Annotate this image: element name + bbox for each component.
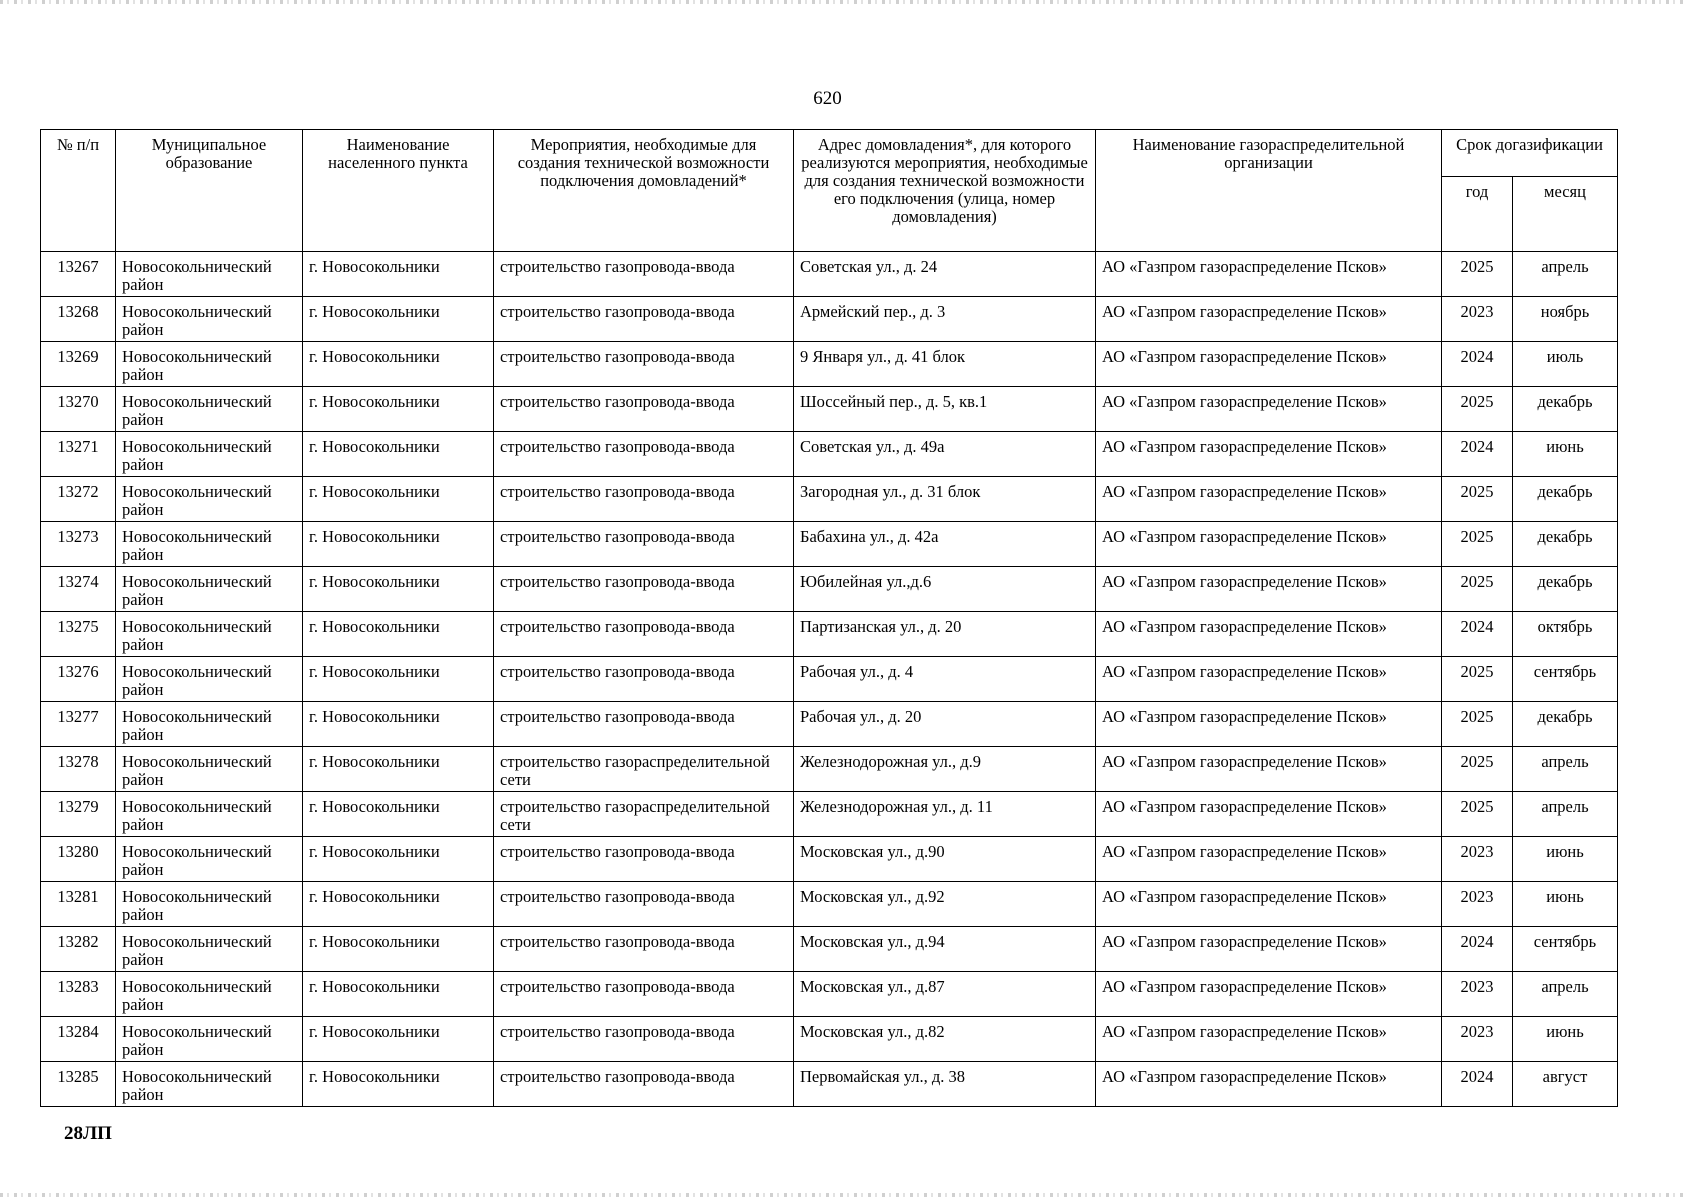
table-row <box>41 657 1618 702</box>
cell-organization: АО «Газпром газораспределение Псков» <box>1096 477 1442 522</box>
header-municipality: Муниципальное образование <box>116 130 303 252</box>
table-row <box>41 432 1618 477</box>
cell-month: сентябрь <box>1513 927 1618 972</box>
cell-measures: строительство газопровода-ввода <box>494 927 794 972</box>
cell-address: Шоссейный пер., д. 5, кв.1 <box>794 387 1096 432</box>
table-row <box>41 252 1618 297</box>
cell-settlement: г. Новосокольники <box>303 612 494 657</box>
cell-settlement: г. Новосокольники <box>303 657 494 702</box>
cell-measures: строительство газопровода-ввода <box>494 342 794 387</box>
table-row <box>41 1062 1618 1107</box>
cell-measures: строительство газопровода-ввода <box>494 1017 794 1062</box>
cell-organization: АО «Газпром газораспределение Псков» <box>1096 927 1442 972</box>
cell-address: Рабочая ул., д. 4 <box>794 657 1096 702</box>
cell-year: 2023 <box>1442 297 1513 342</box>
cell-municipality: Новосокольнический район <box>116 1017 303 1062</box>
cell-measures: строительство газопровода-ввода <box>494 432 794 477</box>
table-row <box>41 387 1618 432</box>
cell-settlement: г. Новосокольники <box>303 792 494 837</box>
table-row <box>41 702 1618 747</box>
cell-num: 13278 <box>41 747 116 792</box>
cell-organization: АО «Газпром газораспределение Псков» <box>1096 252 1442 297</box>
cell-settlement: г. Новосокольники <box>303 477 494 522</box>
cell-organization: АО «Газпром газораспределение Псков» <box>1096 792 1442 837</box>
cell-address: Советская ул., д. 49а <box>794 432 1096 477</box>
cell-municipality: Новосокольнический район <box>116 792 303 837</box>
cell-municipality: Новосокольнический район <box>116 522 303 567</box>
cell-num: 13271 <box>41 432 116 477</box>
cell-address: Партизанская ул., д. 20 <box>794 612 1096 657</box>
cell-measures: строительство газопровода-ввода <box>494 297 794 342</box>
page-number: 620 <box>813 88 842 109</box>
cell-settlement: г. Новосокольники <box>303 882 494 927</box>
cell-measures: строительство газопровода-ввода <box>494 522 794 567</box>
cell-address: Первомайская ул., д. 38 <box>794 1062 1096 1107</box>
cell-measures: строительство газопровода-ввода <box>494 477 794 522</box>
cell-settlement: г. Новосокольники <box>303 972 494 1017</box>
cell-year: 2025 <box>1442 387 1513 432</box>
cell-year: 2024 <box>1442 1062 1513 1107</box>
cell-measures: строительство газопровода-ввода <box>494 567 794 612</box>
cell-year: 2023 <box>1442 1017 1513 1062</box>
cell-num: 13281 <box>41 882 116 927</box>
header-year: год <box>1442 177 1513 252</box>
cell-num: 13279 <box>41 792 116 837</box>
cell-municipality: Новосокольнический район <box>116 1062 303 1107</box>
table-row <box>41 522 1618 567</box>
table-row <box>41 612 1618 657</box>
gasification-table <box>40 129 1618 1107</box>
cell-settlement: г. Новосокольники <box>303 1017 494 1062</box>
table-body <box>41 252 1618 1107</box>
cell-year: 2025 <box>1442 252 1513 297</box>
cell-month: сентябрь <box>1513 657 1618 702</box>
cell-measures: строительство газопровода-ввода <box>494 657 794 702</box>
table-row <box>41 342 1618 387</box>
table-row <box>41 567 1618 612</box>
cell-municipality: Новосокольнический район <box>116 837 303 882</box>
table-row <box>41 297 1618 342</box>
cell-month: апрель <box>1513 252 1618 297</box>
cell-year: 2025 <box>1442 657 1513 702</box>
cell-year: 2025 <box>1442 477 1513 522</box>
cell-settlement: г. Новосокольники <box>303 387 494 432</box>
cell-address: Советская ул., д. 24 <box>794 252 1096 297</box>
table-row <box>41 837 1618 882</box>
cell-measures: строительство газопровода-ввода <box>494 882 794 927</box>
cell-month: декабрь <box>1513 567 1618 612</box>
cell-settlement: г. Новосокольники <box>303 747 494 792</box>
cell-year: 2024 <box>1442 432 1513 477</box>
table-row <box>41 927 1618 972</box>
table-row <box>41 972 1618 1017</box>
cell-year: 2023 <box>1442 972 1513 1017</box>
cell-organization: АО «Газпром газораспределение Псков» <box>1096 567 1442 612</box>
cell-year: 2025 <box>1442 747 1513 792</box>
cell-num: 13268 <box>41 297 116 342</box>
cell-organization: АО «Газпром газораспределение Псков» <box>1096 387 1442 432</box>
cell-month: декабрь <box>1513 702 1618 747</box>
cell-month: декабрь <box>1513 387 1618 432</box>
cell-address: Юбилейная ул.,д.6 <box>794 567 1096 612</box>
cell-municipality: Новосокольнический район <box>116 342 303 387</box>
cell-organization: АО «Газпром газораспределение Псков» <box>1096 657 1442 702</box>
cell-municipality: Новосокольнический район <box>116 972 303 1017</box>
cell-month: декабрь <box>1513 477 1618 522</box>
header-measures: Мероприятия, необходимые для создания технической возможности подключения домовладений* <box>494 130 794 252</box>
cell-month: апрель <box>1513 792 1618 837</box>
cell-organization: АО «Газпром газораспределение Псков» <box>1096 702 1442 747</box>
cell-municipality: Новосокольнический район <box>116 387 303 432</box>
cell-organization: АО «Газпром газораспределение Псков» <box>1096 432 1442 477</box>
cell-num: 13277 <box>41 702 116 747</box>
cell-num: 13270 <box>41 387 116 432</box>
cell-measures: строительство газопровода-ввода <box>494 702 794 747</box>
cell-num: 13282 <box>41 927 116 972</box>
header-address: Адрес домовладения*, для которого реализуются мероприятия, необходимые для создания технической возможности его подключения (улица, номер домовладения) <box>794 130 1096 252</box>
cell-municipality: Новосокольнический район <box>116 927 303 972</box>
cell-month: июнь <box>1513 882 1618 927</box>
cell-settlement: г. Новосокольники <box>303 297 494 342</box>
cell-year: 2024 <box>1442 612 1513 657</box>
cell-settlement: г. Новосокольники <box>303 1062 494 1107</box>
cell-num: 13285 <box>41 1062 116 1107</box>
cell-settlement: г. Новосокольники <box>303 252 494 297</box>
header-settlement: Наименование населенного пункта <box>303 130 494 252</box>
cell-organization: АО «Газпром газораспределение Псков» <box>1096 972 1442 1017</box>
cell-measures: строительство газопровода-ввода <box>494 387 794 432</box>
cell-settlement: г. Новосокольники <box>303 567 494 612</box>
cell-address: Московская ул., д.87 <box>794 972 1096 1017</box>
cell-year: 2024 <box>1442 927 1513 972</box>
cell-settlement: г. Новосокольники <box>303 522 494 567</box>
cell-num: 13284 <box>41 1017 116 1062</box>
cell-num: 13275 <box>41 612 116 657</box>
table-row <box>41 792 1618 837</box>
cell-num: 13267 <box>41 252 116 297</box>
cell-address: Московская ул., д.82 <box>794 1017 1096 1062</box>
cell-municipality: Новосокольнический район <box>116 432 303 477</box>
cell-organization: АО «Газпром газораспределение Псков» <box>1096 882 1442 927</box>
scan-edge-top <box>0 0 1686 4</box>
cell-address: Московская ул., д.90 <box>794 837 1096 882</box>
cell-measures: строительство газораспределительной сети <box>494 792 794 837</box>
header-row <box>41 130 1618 177</box>
cell-month: ноябрь <box>1513 297 1618 342</box>
cell-municipality: Новосокольнический район <box>116 747 303 792</box>
cell-month: июнь <box>1513 432 1618 477</box>
cell-year: 2025 <box>1442 792 1513 837</box>
cell-organization: АО «Газпром газораспределение Псков» <box>1096 522 1442 567</box>
cell-address: Армейский пер., д. 3 <box>794 297 1096 342</box>
cell-month: апрель <box>1513 747 1618 792</box>
cell-municipality: Новосокольнический район <box>116 882 303 927</box>
cell-address: Железнодорожная ул., д. 11 <box>794 792 1096 837</box>
cell-address: Московская ул., д.92 <box>794 882 1096 927</box>
cell-address: Железнодорожная ул., д.9 <box>794 747 1096 792</box>
cell-month: июнь <box>1513 1017 1618 1062</box>
cell-measures: строительство газопровода-ввода <box>494 837 794 882</box>
cell-organization: АО «Газпром газораспределение Псков» <box>1096 612 1442 657</box>
cell-settlement: г. Новосокольники <box>303 342 494 387</box>
cell-settlement: г. Новосокольники <box>303 432 494 477</box>
header-month: месяц <box>1513 177 1618 252</box>
cell-municipality: Новосокольнический район <box>116 477 303 522</box>
cell-month: август <box>1513 1062 1618 1107</box>
cell-num: 13274 <box>41 567 116 612</box>
cell-organization: АО «Газпром газораспределение Псков» <box>1096 747 1442 792</box>
cell-measures: строительство газопровода-ввода <box>494 972 794 1017</box>
cell-municipality: Новосокольнический район <box>116 567 303 612</box>
header-num: № п/п <box>41 130 116 252</box>
cell-month: апрель <box>1513 972 1618 1017</box>
footer-document-code: 28ЛП <box>64 1123 112 1144</box>
cell-year: 2025 <box>1442 702 1513 747</box>
cell-measures: строительство газопровода-ввода <box>494 612 794 657</box>
cell-municipality: Новосокольнический район <box>116 252 303 297</box>
cell-settlement: г. Новосокольники <box>303 702 494 747</box>
cell-year: 2025 <box>1442 522 1513 567</box>
header-organization: Наименование газораспределительной организации <box>1096 130 1442 252</box>
cell-municipality: Новосокольнический район <box>116 657 303 702</box>
cell-month: июль <box>1513 342 1618 387</box>
cell-year: 2023 <box>1442 882 1513 927</box>
header-term: Срок догазификации <box>1442 130 1618 177</box>
cell-measures: строительство газопровода-ввода <box>494 252 794 297</box>
cell-organization: АО «Газпром газораспределение Псков» <box>1096 837 1442 882</box>
cell-organization: АО «Газпром газораспределение Псков» <box>1096 1017 1442 1062</box>
cell-organization: АО «Газпром газораспределение Псков» <box>1096 342 1442 387</box>
cell-num: 13269 <box>41 342 116 387</box>
cell-organization: АО «Газпром газораспределение Псков» <box>1096 297 1442 342</box>
cell-address: Загородная ул., д. 31 блок <box>794 477 1096 522</box>
cell-municipality: Новосокольнический район <box>116 702 303 747</box>
cell-measures: строительство газопровода-ввода <box>494 1062 794 1107</box>
cell-measures: строительство газораспределительной сети <box>494 747 794 792</box>
table-row <box>41 747 1618 792</box>
cell-address: Рабочая ул., д. 20 <box>794 702 1096 747</box>
cell-address: Московская ул., д.94 <box>794 927 1096 972</box>
cell-municipality: Новосокольнический район <box>116 297 303 342</box>
table-row <box>41 1017 1618 1062</box>
cell-address: 9 Января ул., д. 41 блок <box>794 342 1096 387</box>
cell-address: Бабахина ул., д. 42а <box>794 522 1096 567</box>
cell-num: 13272 <box>41 477 116 522</box>
cell-municipality: Новосокольнический район <box>116 612 303 657</box>
table-row <box>41 477 1618 522</box>
cell-year: 2025 <box>1442 567 1513 612</box>
cell-num: 13283 <box>41 972 116 1017</box>
cell-settlement: г. Новосокольники <box>303 837 494 882</box>
cell-month: июнь <box>1513 837 1618 882</box>
cell-month: декабрь <box>1513 522 1618 567</box>
cell-month: октябрь <box>1513 612 1618 657</box>
cell-year: 2023 <box>1442 837 1513 882</box>
cell-settlement: г. Новосокольники <box>303 927 494 972</box>
cell-organization: АО «Газпром газораспределение Псков» <box>1096 1062 1442 1107</box>
cell-num: 13276 <box>41 657 116 702</box>
cell-num: 13280 <box>41 837 116 882</box>
cell-year: 2024 <box>1442 342 1513 387</box>
cell-num: 13273 <box>41 522 116 567</box>
table-row <box>41 882 1618 927</box>
scan-edge-bottom <box>0 1193 1686 1197</box>
